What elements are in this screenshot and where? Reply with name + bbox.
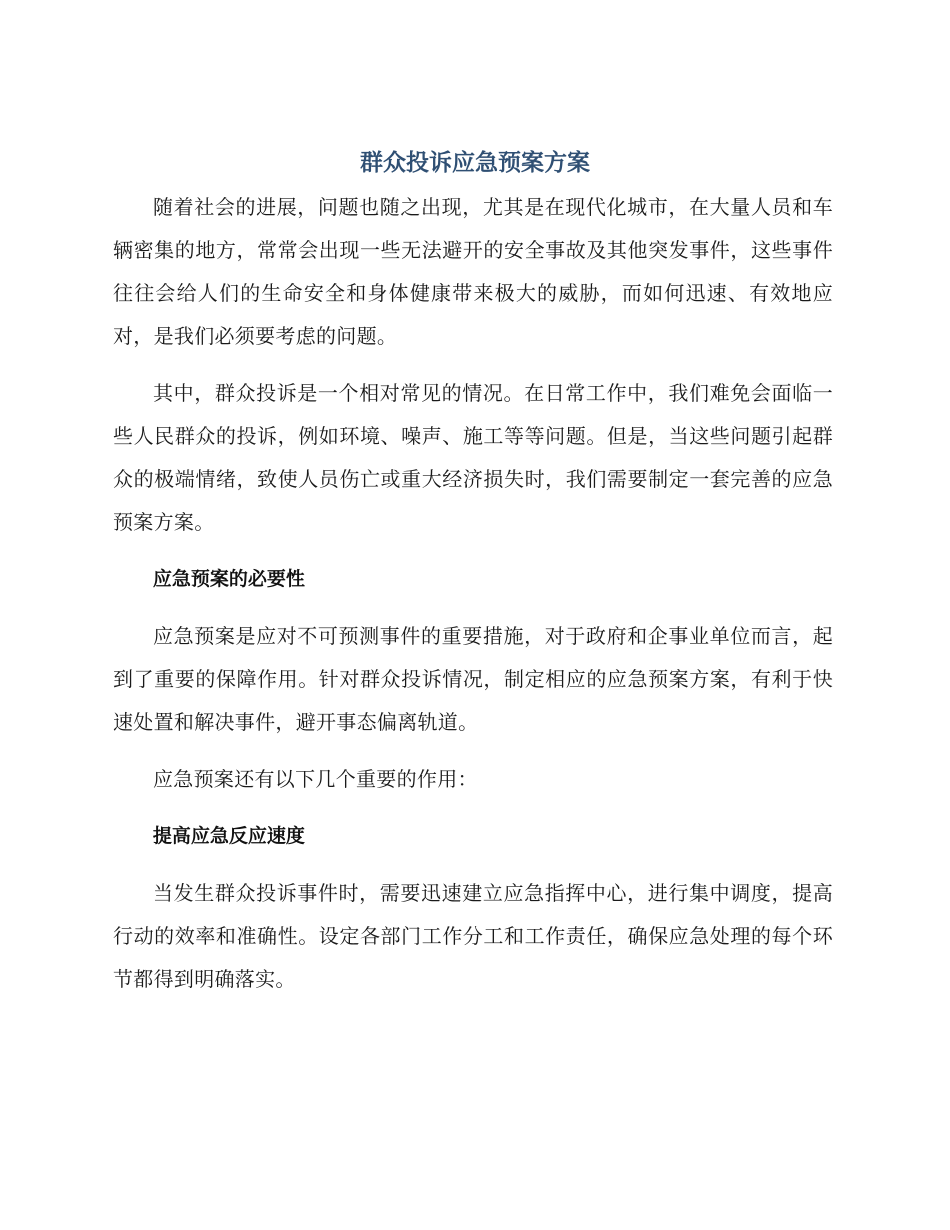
document-body bbox=[113, 186, 833, 1015]
section-heading-necessity: 应急预案的必要性 bbox=[152, 568, 305, 590]
document-title: 群众投诉应急预案方案 bbox=[360, 150, 590, 176]
paragraph-necessity: 应急预案是应对不可预测事件的重要措施，对于政府和企事业单位而言，起到了重要的保障作用。针对群众投诉情况，制定相应的应急预案方案，有利于快速处置和解决事件，避开事态偏离轨道。 bbox=[113, 624, 833, 734]
paragraph-roles-intro: 应急预案还有以下几个重要的作用： bbox=[153, 767, 478, 791]
paragraph-intro: 随着社会的进展，问题也随之出现，尤其是在现代化城市，在大量人员和车辆密集的地方，常常会出现一些无法避开的安全事故及其他突发事件，这些事件往往会给人们的生命安全和身体健康带来极大的威胁，而如何迅速、有效地应对，是我们必须要考虑的问题。 bbox=[113, 195, 833, 348]
paragraph-complaints: 其中，群众投诉是一个相对常见的情况。在日常工作中，我们难免会面临一些人民群众的投诉，例如环境、噪声、施工等等问题。但是，当这些问题引起群众的极端情绪，致使人员伤亡或重大经济损失时，我们需要制定一套完善的应急预案方案。 bbox=[113, 381, 833, 534]
paragraph-response-speed: 当发生群众投诉事件时，需要迅速建立应急指挥中心，进行集中调度，提高行动的效率和准确性。设定各部门工作分工和工作责任，确保应急处理的每个环节都得到明确落实。 bbox=[113, 881, 833, 991]
section-heading-response-speed: 提高应急反应速度 bbox=[152, 825, 305, 847]
